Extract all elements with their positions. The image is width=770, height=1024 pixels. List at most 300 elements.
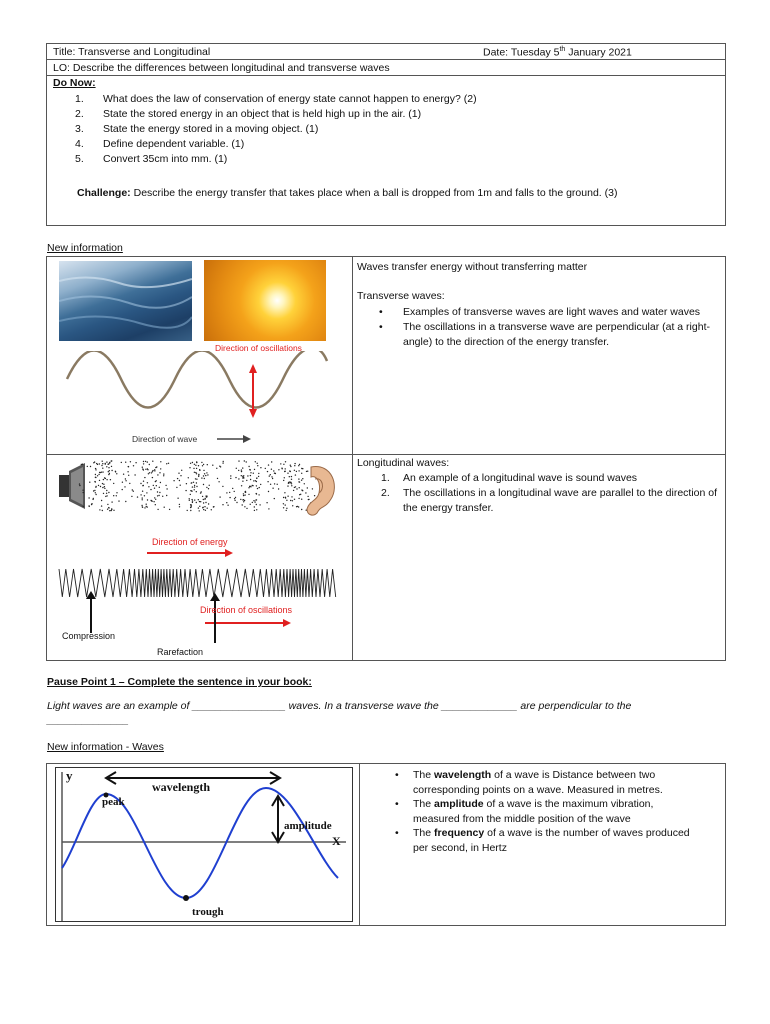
date-prefix: Date: Tuesday 5 <box>483 46 560 59</box>
particle-dot <box>216 468 217 469</box>
particle-dot <box>222 504 223 505</box>
particle-dot <box>146 504 147 505</box>
particle-dot <box>142 467 143 468</box>
particle-dot <box>241 485 242 486</box>
particle-dot <box>308 499 309 500</box>
particle-dot <box>201 477 202 478</box>
particle-dot <box>229 497 230 498</box>
particle-dot <box>194 464 195 465</box>
amplitude-label: amplitude <box>284 820 332 832</box>
particle-dot <box>181 470 182 471</box>
particle-dot <box>152 470 153 471</box>
particle-dot <box>250 504 251 505</box>
particle-dot <box>166 463 167 464</box>
particle-dot <box>256 485 257 486</box>
particle-dot <box>104 488 105 489</box>
particle-dot <box>304 483 305 484</box>
particle-dot <box>271 469 272 470</box>
rarefaction-label: Rarefaction <box>157 647 204 657</box>
particle-dot <box>312 488 313 489</box>
particle-dot <box>159 472 160 473</box>
particle-dot <box>267 481 268 482</box>
particle-dot <box>253 480 254 481</box>
particle-dot <box>187 510 188 511</box>
particle-dot <box>193 468 194 469</box>
particle-dot <box>198 474 199 475</box>
particle-dot <box>222 486 223 487</box>
particle-dot <box>236 502 237 503</box>
particle-dot <box>129 483 130 484</box>
particle-dot <box>188 477 189 478</box>
particle-dot <box>109 470 110 471</box>
particle-dot <box>268 508 269 509</box>
particle-dot <box>205 510 206 511</box>
particle-dot <box>164 507 165 508</box>
particle-dot <box>100 486 101 487</box>
pause-line-2: ______________ <box>47 714 129 726</box>
particle-dot <box>198 499 199 500</box>
particle-dot <box>145 469 146 470</box>
lo-text: LO: Describe the differences between longitudinal and transverse waves <box>53 62 390 74</box>
particle-dot <box>104 486 105 487</box>
particle-dot <box>194 489 195 490</box>
longitudinal-wave-line <box>59 569 336 597</box>
particle-dot <box>159 492 160 493</box>
particle-dot <box>109 510 110 511</box>
particle-dot <box>305 492 306 493</box>
particle-dot <box>254 469 255 470</box>
particle-dot <box>142 506 143 507</box>
particle-dot <box>256 499 257 500</box>
particle-dot <box>254 501 255 502</box>
particle-dot <box>196 468 197 469</box>
particle-dot <box>157 495 158 496</box>
particle-dot <box>244 460 245 461</box>
particle-dot <box>258 473 259 474</box>
particle-dot <box>162 496 163 497</box>
longitudinal-energy-label: Direction of energy <box>152 537 228 547</box>
particle-dot <box>140 494 141 495</box>
particle-dot <box>196 491 197 492</box>
particle-dot <box>254 510 255 511</box>
particle-dot <box>290 466 291 467</box>
particle-dot <box>298 506 299 507</box>
particle-dot <box>227 505 228 506</box>
particle-dot <box>190 494 191 495</box>
particle-dot <box>285 504 286 505</box>
transverse-intro: Waves transfer energy without transferring matter <box>357 261 588 273</box>
particle-dot <box>101 500 102 501</box>
particle-dot <box>146 492 147 493</box>
particle-dot <box>179 506 180 507</box>
particle-dot <box>141 505 142 506</box>
particle-dot <box>255 461 256 462</box>
particle-dot <box>281 468 282 469</box>
particle-dot <box>260 467 261 468</box>
particle-dot <box>269 475 270 476</box>
particle-dot <box>163 475 164 476</box>
particle-dot <box>113 483 114 484</box>
particle-dot <box>192 502 193 503</box>
particle-dot <box>189 467 190 468</box>
particle-dot <box>144 477 145 478</box>
x-label: X <box>332 834 341 848</box>
pause-heading: Pause Point 1 – Complete the sentence in your book: <box>47 676 312 688</box>
particle-dot <box>244 506 245 507</box>
particle-dot <box>283 480 284 481</box>
particle-dot <box>291 496 292 497</box>
particle-dot <box>91 503 92 504</box>
particle-dot <box>256 504 257 505</box>
particle-dot <box>201 491 202 492</box>
particle-dot <box>95 487 96 488</box>
particle-dot <box>99 472 100 473</box>
do-now-list <box>55 92 695 167</box>
particle-dot <box>229 492 230 493</box>
transverse-wave-diagram <box>57 351 342 451</box>
longitudinal-osc-label: Direction of oscillations <box>200 605 293 615</box>
particle-dot <box>105 463 106 464</box>
particle-dot <box>194 472 195 473</box>
particle-dot <box>196 482 197 483</box>
particle-dot <box>217 478 218 479</box>
particle-dot <box>177 498 178 499</box>
header-divider-2 <box>47 75 725 76</box>
particle-dot <box>111 501 112 502</box>
particle-dot <box>142 468 143 469</box>
particle-dot <box>111 460 112 461</box>
particle-dot <box>154 497 155 498</box>
particle-dot <box>253 500 254 501</box>
particle-dot <box>153 485 154 486</box>
particle-dot <box>286 510 287 511</box>
transverse-wave-line <box>67 351 327 408</box>
particle-dot <box>190 504 191 505</box>
particle-dot <box>128 475 129 476</box>
particle-dot <box>244 500 245 501</box>
particle-dot <box>307 471 308 472</box>
particle-dot <box>238 478 239 479</box>
particle-dot <box>296 488 297 489</box>
particle-dot <box>186 483 187 484</box>
particle-dot <box>213 506 214 507</box>
particle-dot <box>235 477 236 478</box>
particle-dot <box>190 510 191 511</box>
particle-dot <box>152 477 153 478</box>
particle-dot <box>147 482 148 483</box>
particle-dot <box>302 478 303 479</box>
particle-dot <box>246 480 247 481</box>
particle-dot <box>101 465 102 466</box>
particle-dot <box>154 470 155 471</box>
particle-dot <box>152 461 153 462</box>
particle-dot <box>146 506 147 507</box>
particle-dot <box>124 486 125 487</box>
particle-dot <box>208 488 209 489</box>
particle-dot <box>257 463 258 464</box>
do-now-item: 1. What does the law of conservation of energy state cannot happen to energy? (2) <box>75 93 477 105</box>
particle-dot <box>203 470 204 471</box>
particle-dot <box>204 506 205 507</box>
particle-dot <box>111 466 112 467</box>
particle-dot <box>243 501 244 502</box>
particle-dot <box>128 466 129 467</box>
header-box <box>46 43 726 226</box>
osc-long-arrow-head <box>283 619 291 627</box>
osc-arrow-head-down <box>249 409 257 418</box>
particle-dot <box>289 470 290 471</box>
particle-dot <box>232 488 233 489</box>
particle-dot <box>211 509 212 510</box>
particle-dot <box>207 474 208 475</box>
transverse-bullets <box>355 305 725 350</box>
particle-dot <box>234 491 235 492</box>
particle-dot <box>287 485 288 486</box>
particle-dot <box>244 494 245 495</box>
particle-dot <box>142 491 143 492</box>
particle-dot <box>299 487 300 488</box>
particle-dot <box>191 482 192 483</box>
particle-dot <box>157 509 158 510</box>
particle-dot <box>130 461 131 462</box>
particle-dot <box>238 460 239 461</box>
particle-dot <box>248 487 249 488</box>
particle-dot <box>246 508 247 509</box>
particle-dot <box>290 465 291 466</box>
particle-dot <box>105 478 106 479</box>
particle-dot <box>278 488 279 489</box>
particle-dot <box>140 483 141 484</box>
particle-dot <box>108 492 109 493</box>
particle-dot <box>204 478 205 479</box>
particle-dot <box>192 462 193 463</box>
ear-icon <box>307 467 334 516</box>
particle-dot <box>274 498 275 499</box>
particle-dot <box>103 479 104 480</box>
particle-dot <box>286 500 287 501</box>
particle-dot <box>299 464 300 465</box>
particle-dot <box>102 483 103 484</box>
particle-dot <box>157 491 158 492</box>
do-now-item: 2. State the stored energy in an object that is held high up in the air. (1) <box>75 108 422 120</box>
particle-dot <box>202 465 203 466</box>
table-vdivider <box>352 257 353 660</box>
particle-dot <box>283 507 284 508</box>
particle-dot <box>106 490 107 491</box>
date-sup: th <box>559 46 566 53</box>
wave-dir-arrow-head <box>243 435 251 443</box>
particle-dot <box>290 482 291 483</box>
particle-dot <box>110 479 111 480</box>
particle-dot <box>111 470 112 471</box>
particle-dot <box>147 461 148 462</box>
particle-dot <box>207 508 208 509</box>
particle-dot <box>301 480 302 481</box>
particle-dot <box>243 475 244 476</box>
particle-dot <box>298 478 299 479</box>
particle-dot <box>89 482 90 483</box>
particle-dot <box>307 487 308 488</box>
particle-dot <box>101 505 102 506</box>
challenge-label: Challenge: <box>77 187 131 199</box>
particle-dot <box>199 510 200 511</box>
particle-dot <box>284 477 285 478</box>
particle-dot <box>272 478 273 479</box>
particle-dot <box>179 480 180 481</box>
particle-dot <box>248 466 249 467</box>
particle-dot <box>252 485 253 486</box>
do-now-item: 3. State the energy stored in a moving object. (1) <box>75 123 319 135</box>
particle-dot <box>135 462 136 463</box>
particle-dot <box>97 475 98 476</box>
particle-dot <box>199 506 200 507</box>
particle-dot <box>212 465 213 466</box>
particle-dot <box>93 490 94 491</box>
particle-dot <box>93 498 94 499</box>
particle-dot <box>95 492 96 493</box>
particle-dot <box>133 465 134 466</box>
particle-dot <box>290 500 291 501</box>
particle-dot <box>105 496 106 497</box>
do-now-item: 4. Define dependent variable. (1) <box>75 138 245 150</box>
particle-dot <box>191 505 192 506</box>
particle-dot <box>82 490 83 491</box>
particle-dot <box>166 495 167 496</box>
transverse-wave-label: Direction of wave <box>132 434 198 444</box>
particle-dot <box>291 485 292 486</box>
particle-dot <box>226 502 227 503</box>
particle-dot <box>147 499 148 500</box>
waves-table <box>46 763 726 926</box>
particle-dot <box>97 464 98 465</box>
longitudinal-diagram <box>55 457 347 657</box>
particle-dot <box>270 484 271 485</box>
particle-dot <box>158 495 159 496</box>
particle-dot <box>116 495 117 496</box>
particle-dot <box>258 476 259 477</box>
particle-dot <box>102 510 103 511</box>
waves-bullet: • The frequency of a wave is the number of waves produced per second, in Hertz <box>361 826 701 855</box>
transverse-title: Transverse waves: <box>357 290 445 302</box>
particle-dot <box>294 465 295 466</box>
particle-dot <box>125 462 126 463</box>
particle-dot <box>283 464 284 465</box>
longitudinal-wave-path <box>59 569 336 597</box>
particle-dot <box>234 498 235 499</box>
particle-dot <box>131 496 132 497</box>
particle-dot <box>272 488 273 489</box>
do-now-item: 5. Convert 35cm into mm. (1) <box>75 153 228 165</box>
particle-dot <box>243 495 244 496</box>
particle-dot <box>218 481 219 482</box>
particle-dot <box>230 475 231 476</box>
particle-dot <box>250 469 251 470</box>
particle-dot <box>90 466 91 467</box>
particle-dot <box>245 491 246 492</box>
particle-dot <box>88 505 89 506</box>
particle-dot <box>200 501 201 502</box>
particle-dot <box>137 496 138 497</box>
particle-dot <box>256 478 257 479</box>
particle-dot <box>271 476 272 477</box>
compression-label: Compression <box>62 631 116 641</box>
particle-dot <box>155 504 156 505</box>
particle-dot <box>142 499 143 500</box>
particle-dot <box>198 507 199 508</box>
particle-dot <box>256 509 257 510</box>
particle-dot <box>205 475 206 476</box>
particle-dot <box>153 501 154 502</box>
particle-dot <box>203 475 204 476</box>
particle-dot <box>102 487 103 488</box>
particle-dot <box>107 504 108 505</box>
particle-dot <box>255 480 256 481</box>
particle-dot <box>191 490 192 491</box>
sun-photo <box>204 260 326 341</box>
particle-dot <box>103 493 104 494</box>
particle-dot <box>203 502 204 503</box>
date-text <box>483 46 632 59</box>
particle-dot <box>79 485 80 486</box>
particle-dot <box>241 469 242 470</box>
particle-dot <box>143 481 144 482</box>
particle-dot <box>299 481 300 482</box>
particle-dot <box>204 473 205 474</box>
particle-dot <box>103 484 104 485</box>
particle-dot <box>190 463 191 464</box>
particle-dot <box>102 461 103 462</box>
particle-dot <box>202 496 203 497</box>
particle-dot <box>190 506 191 507</box>
particle-dot <box>297 506 298 507</box>
particle-dot <box>298 465 299 466</box>
particle-dot <box>295 486 296 487</box>
trough-label: trough <box>192 906 224 918</box>
particle-dot <box>242 467 243 468</box>
transverse-osc-label: Direction of oscillations <box>215 343 302 353</box>
particle-dot <box>115 471 116 472</box>
particle-dot <box>109 473 110 474</box>
particle-dot <box>109 462 110 463</box>
particle-dot <box>249 486 250 487</box>
particle-dot <box>286 508 287 509</box>
particle-dot <box>285 468 286 469</box>
particle-dot <box>154 488 155 489</box>
particle-dot <box>107 509 108 510</box>
particle-dot <box>291 476 292 477</box>
particle-dot <box>287 473 288 474</box>
particle-dot <box>257 488 258 489</box>
particle-dot <box>289 476 290 477</box>
particle-dot <box>250 472 251 473</box>
particle-dot <box>151 500 152 501</box>
particle-dot <box>142 497 143 498</box>
particle-dot <box>99 480 100 481</box>
particle-dot <box>83 492 84 493</box>
particle-dot <box>94 490 95 491</box>
particle-dot <box>108 467 109 468</box>
particle-dot <box>277 484 278 485</box>
particle-dot <box>98 485 99 486</box>
particle-dot <box>118 500 119 501</box>
particle-dot <box>283 497 284 498</box>
particle-dot <box>274 483 275 484</box>
particle-dot <box>95 477 96 478</box>
particle-dot <box>108 474 109 475</box>
particle-dot <box>160 468 161 469</box>
particle-dot <box>236 468 237 469</box>
particle-dot <box>266 502 267 503</box>
